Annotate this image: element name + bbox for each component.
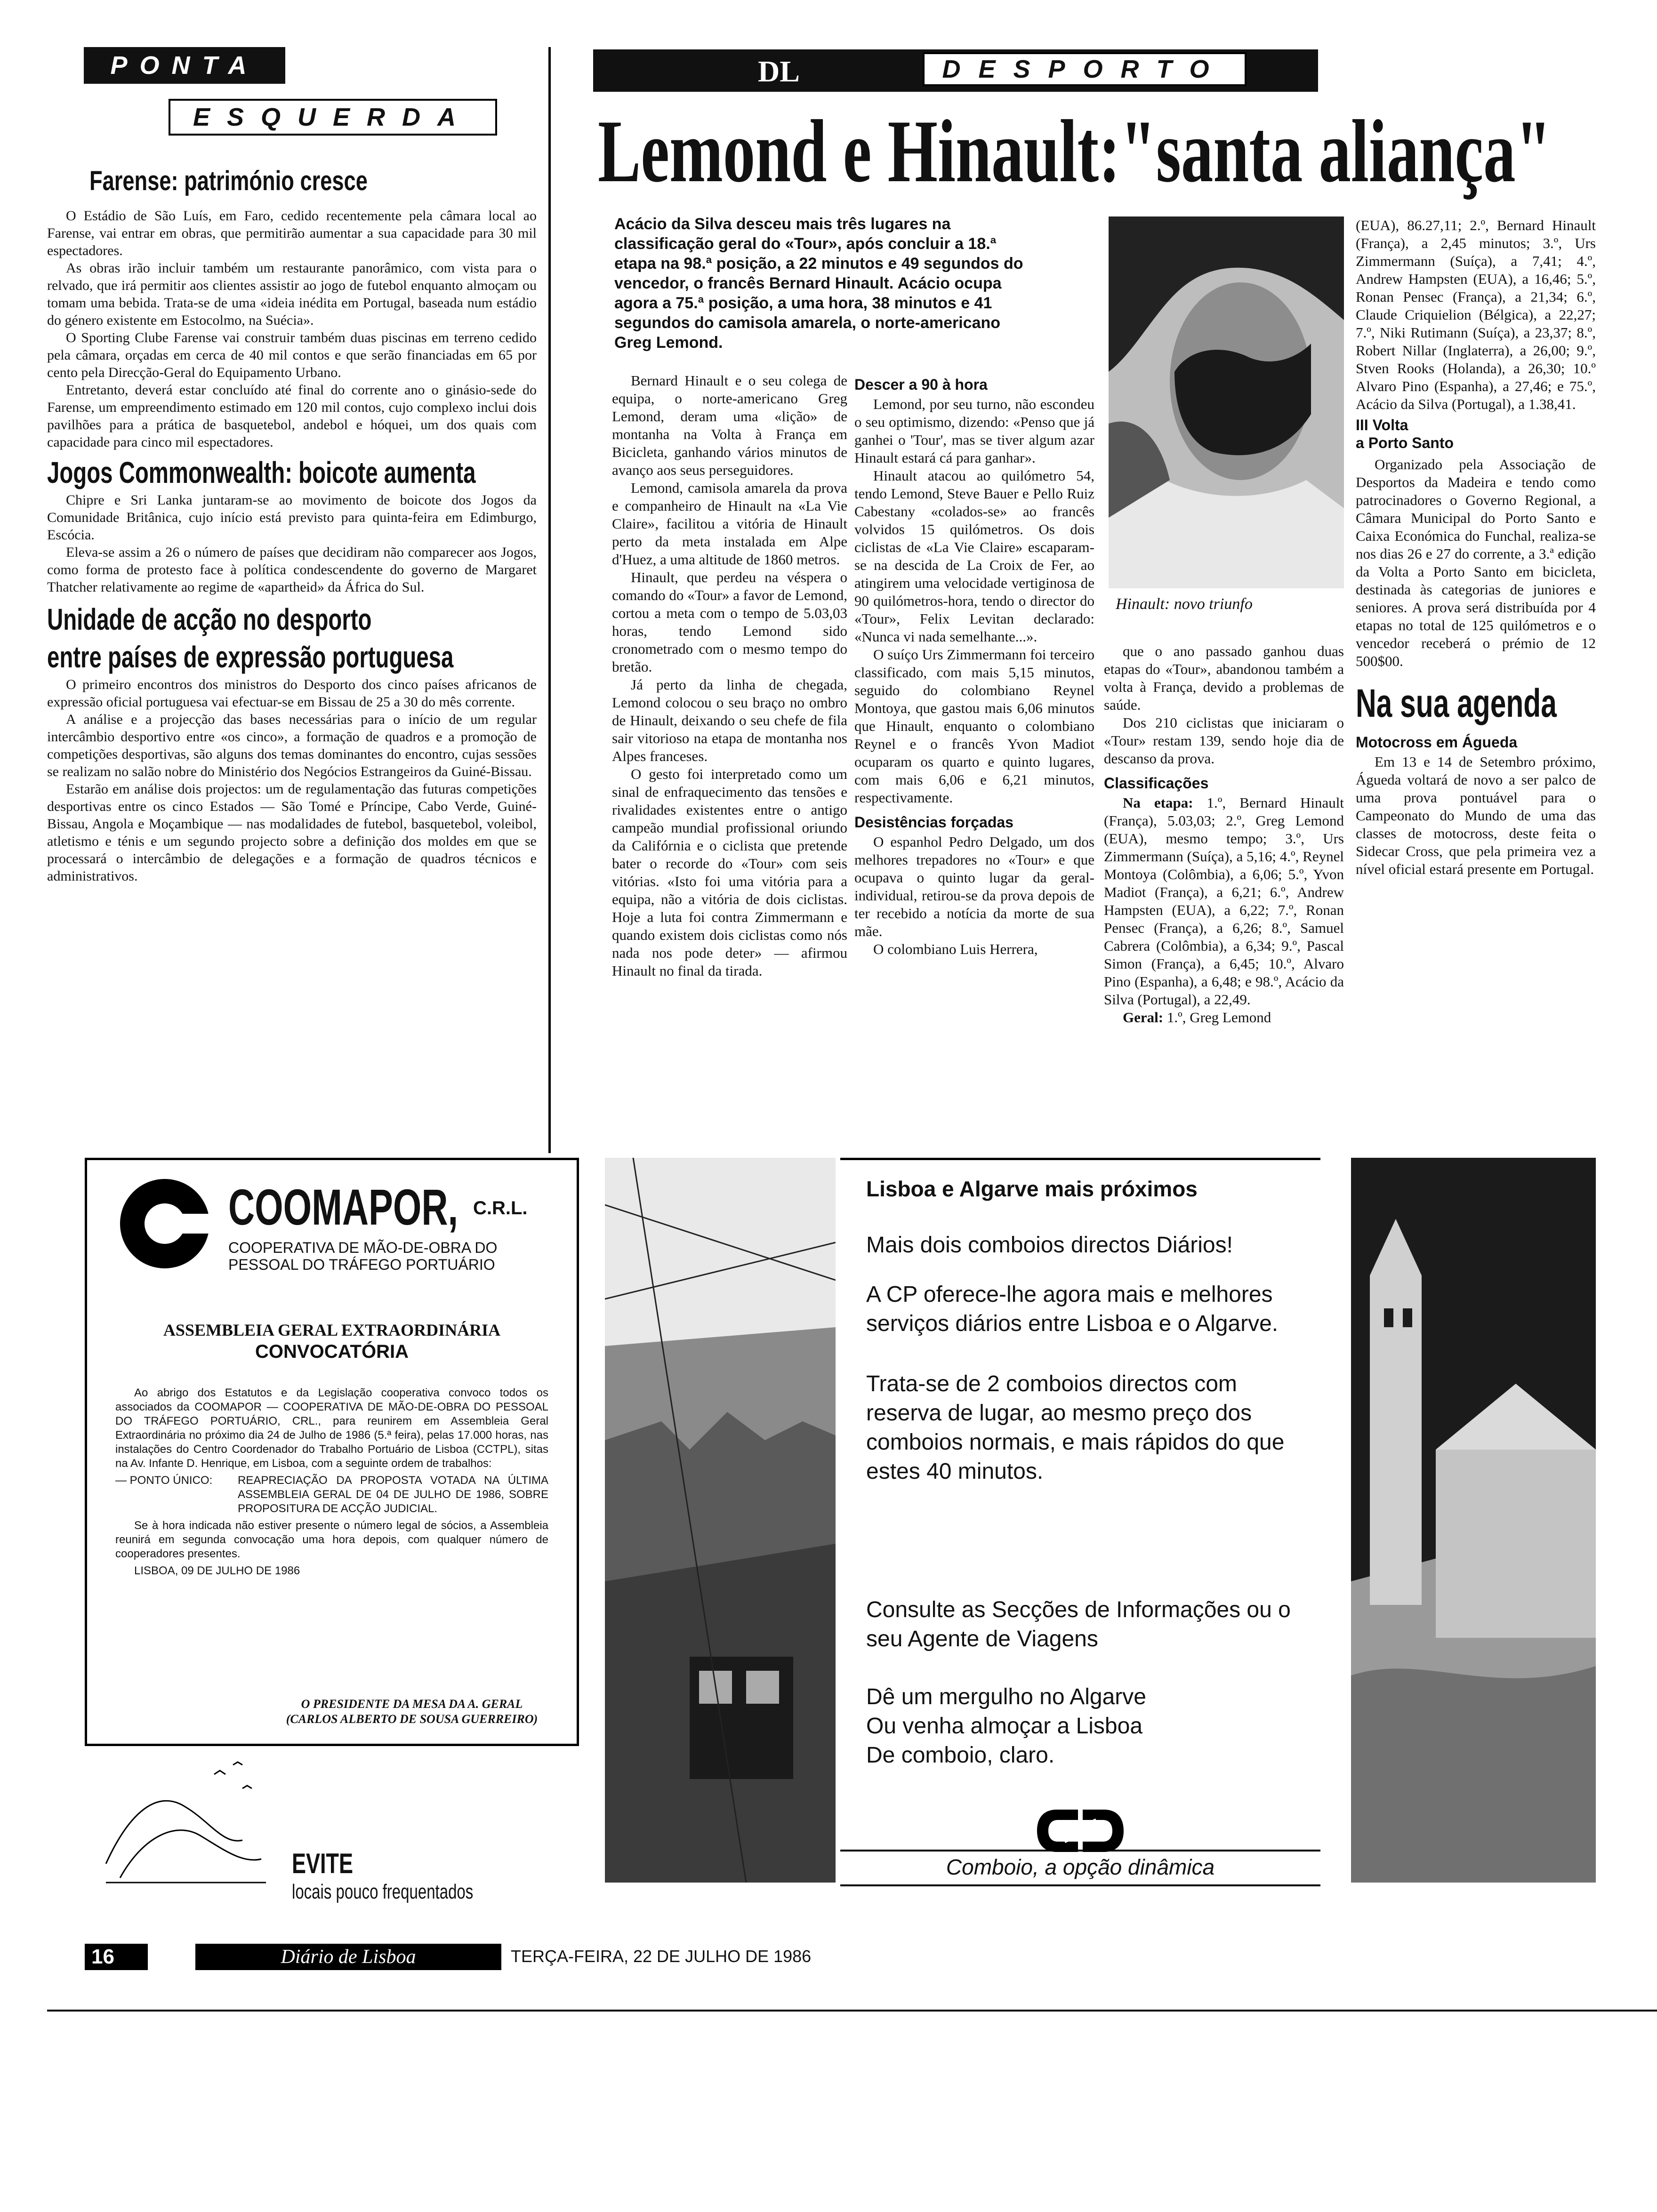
tour-column-1 [612, 372, 847, 980]
paragraph: O suíço Urs Zimmermann foi terceiro classificado, com mais 5,15 minutos, seguido do colombiano Reynel Montoya, que gastou mais 6,06 minutos que Hinault, enquanto o colombiano Reynel e o francês Yvon Madiot ocuparam os quarto e quinto lugares, com mais 6,06 e 6,21 minutos, respectivamente. [854, 646, 1094, 806]
results-text: 1.º, Bernard Hinault (França), 5.03,03; 2.º, Greg Lemond (EUA), mesmo tempo; 3.º, Urs Zimmermann (Suíça), a 5,16; 4.º, Reynel Montoya (Colômbia), a 6,06; 5.º, Yvon Madiot (França), a 6,21; 6.º, Andrew Hampsten (EUA), a 6,22; 7.º, Ronan Pensec (França), a 6,26; 8.º, Samuel Cabrera (Colômbia), a 6,34; 9.º, Pascal Simon (França), a 6,45; 10.º, Alvaro Pino (Espanha), a 6,48; e 98.º, Acácio da Silva (Portugal), a 22,49. [1104, 794, 1344, 1008]
date: LISBOA, 09 DE JULHO DE 1986 [134, 1564, 300, 1577]
article-title: entre países de expressão portuguesa [47, 640, 454, 674]
evite-ad [101, 1746, 572, 1903]
paragraph: A análise e a projecção das bases necessárias para o início de um regular intercâmbio desportivo entre «os cinco», a formação de quadros e a promoção de competições desportivas, são alguns dos temas dominantes do encontro, cujas sessões se realizam no salão nobre do Ministério dos Negócios Estrangeiros da Guiné-Bissau. [47, 712, 537, 779]
paragraph: Organizado pela Associação de Desportos da Madeira e tendo como patrocinadores o Governo Regional, a Câmara Municipal do Porto Santo e Caixa Económica do Funchal, realiza-se nos dias 26 e 27 do corrente, a 3.ª edição da Volta a Porto Santo em bicicleta, destinada às categorias de juniores e seniores. A prova será distribuída por 4 etapas no total de 125 quilómetros e o vencedor receberá o prémio de 12 500$00. [1356, 456, 1596, 669]
subheading: Desistências forçadas [854, 814, 1014, 831]
coomapor-ad [85, 1158, 579, 1746]
tour-column-4 [1356, 216, 1596, 878]
footer-rule [47, 2010, 1657, 2012]
paper-name: Diário de Lisboa [195, 1944, 501, 1970]
coomapor-body [115, 1386, 548, 1581]
closing-line: Ou venha almoçar a Lisboa [866, 1714, 1143, 1739]
overall-results [1104, 1009, 1344, 1026]
paragraph: Dos 210 ciclistas que iniciaram o «Tour» restam 139, sendo hoje dia de descanso da prova. [1104, 714, 1344, 767]
cp-title: Lisboa e Algarve mais próximos [866, 1177, 1198, 1201]
tour-column-3 [1104, 642, 1344, 1026]
landscape-icon [101, 1746, 271, 1887]
cp-closing [866, 1683, 1146, 1770]
algarve-photo [1351, 1158, 1596, 1883]
footer [85, 1944, 812, 1972]
cp-logo-icon [1033, 1805, 1127, 1857]
cp-paragraph: Trata-se de 2 comboios directos com reserva de lugar, ao mesmo preço dos comboios normais, e mais rápidos do que estes 40 minutos. [866, 1371, 1285, 1484]
coomapor-suffix: C.R.L. [473, 1198, 528, 1218]
article-title: Jogos Commonwealth: boicote aumenta [47, 456, 476, 489]
section-prefix: DL [758, 55, 800, 88]
cp-paragraph: A CP oferece-lhe agora mais e melhores serviços diários entre Lisboa e o Algarve. [866, 1282, 1279, 1336]
subheading: a Porto Santo [1356, 434, 1454, 451]
paragraph: O primeiro encontros dos ministros do Desporto dos cinco países africanos de expressão oficial portuguesa vai efectuar-se em Bissau de 25 a 30 do mês corrente. [47, 677, 537, 710]
tour-column-2 [854, 372, 1094, 958]
cp-slogan: Comboio, a opção dinâmica [946, 1855, 1215, 1879]
cp-slogan-bar [840, 1850, 1320, 1886]
paragraph: O espanhol Pedro Delgado, um dos melhores trepadores no «Tour» e que ocupava o quinto lugar da geral-individual, retirou-se da prova depois de ter recebido a notícia da morte de sua mãe. [854, 834, 1094, 939]
stage-results [1104, 794, 1344, 1009]
coomapor-name: COOMAPOR, [228, 1178, 458, 1235]
article-title: Unidade de acção no desporto [47, 602, 372, 636]
paragraph: Já perto da linha de chegada, Lemond colocou o seu braço no ombro de Hinault, deixando o seu chefe de fila sair vitorioso na etapa de montanha nos Alpes franceses. [612, 676, 847, 764]
section-name: DESPORTO [923, 52, 1247, 86]
paragraph: Estarão em análise dois projectos: um de regulamentação das futuras competições desportivas entre os cinco Estados — São Tomé e Príncipe, Cabo Verde, Guiné-Bissau, Angola e Moçambique — nas modalidades de futebol, basquetebol, voleibol, atletismo e ténis e um segundo projecto sobre a definição dos moldes em que se processará o intercâmbio de delegações e a formação de quadros técnicos e administrativos. [47, 781, 537, 884]
signature-title: O PRESIDENTE DA MESA DA A. GERAL [301, 1697, 523, 1711]
hinault-photo [1109, 216, 1344, 588]
paragraph: Hinault atacou ao quilómetro 54, tendo Lemond, Steve Bauer e Pello Ruiz Cabestany «colados-se» ao francês volvidos 15 quilómetros. Os dois ciclistas de «La Vie Claire» escaparam-se na descida de La Croix de Fer, ao atingirem uma velocidade vertiginosa de 90 quilómetros-hora, tendo o director do «Tour», Felix Levitan declarado: «Nunca vi nada semelhante...». [854, 467, 1094, 645]
portrait-image [1109, 216, 1344, 588]
article-body [47, 491, 537, 596]
paragraph: O Estádio de São Luís, em Faro, cedido recentemente pela câmara local ao Farense, vai entrar em obras, que permitirão aumentar a sua capacidade para 30 mil espectadores. [47, 208, 537, 258]
results-text: 1.º, Greg Lemond [1166, 1009, 1271, 1026]
article-title: Farense: património cresce [89, 166, 368, 196]
label: Geral: [1123, 1009, 1164, 1026]
label: Na etapa: [1123, 794, 1193, 811]
signature-name: (CARLOS ALBERTO DE SOUSA GUERREIRO) [286, 1712, 538, 1726]
paragraph: Se à hora indicada não estiver presente o número legal de sócios, a Assembleia reunirá em segunda convocação uma hora depois, com qualquer número de cooperadores presentes. [115, 1519, 548, 1560]
cp-subtitle: Mais dois comboios directos Diários! [866, 1233, 1233, 1258]
evite-text: locais pouco frequentados [292, 1880, 474, 1903]
article-body [47, 207, 537, 451]
page-number: 16 [85, 1944, 148, 1970]
paragraph: As obras irão incluir também um restaurante panorâmico, com vista para o relvado, que irá permitir aos clientes assistir ao jogo de futebol enquanto almoçam ou tomam uma bebida. Trata-se de uma «ideia inédita em Portugal, baseada num estádio do género existente em Estocolmo, na Suécia». [47, 260, 537, 328]
cp-paragraph: Consulte as Secções de Informações ou o seu Agente de Viagens [866, 1597, 1291, 1651]
point-text: REAPRECIAÇÃO DA PROPOSTA VOTADA NA ÚLTIMA ASSEMBLEIA GERAL DE 04 DE JULHO DE 1986, SOBRE PROPOSITURA DE ACÇÃO JUDICIAL. [238, 1474, 548, 1515]
overall-results-continued: (EUA), 86.27,11; 2.º, Bernard Hinault (França), a 2,45 minutos; 3.º, Urs Zimmermann (Suíça), a 7,41; 4.º, Andrew Hampsten (EUA), a 16,46; 5.º, Ronan Pensec (França), a 21,34; 6.º, Claude Criquielion (Bélgica), a 22,27; 7.º, Niki Rutimann (Suíça), a 23,37; 8.º, Robert Nillar (Inglaterra), a 26,00; 9.º, Stven Rooks (Holanda), a 26,30; 10.º Alvaro Pino (Espanha), a 27,46; e 75.º, Acácio da Silva (Portugal), a 1.38,41. [1356, 217, 1596, 412]
tagline-line: PESSOAL DO TRÁFEGO PORTUÁRIO [228, 1256, 495, 1273]
ponta-esquerda-kicker [84, 47, 536, 165]
paragraph: Ao abrigo dos Estatutos e da Legislação cooperativa convoco todos os associados da COOMAPOR — COOPERATIVA DE MÃO-DE-OBRA DO PESSOAL DO TRÁFEGO PORTUÁRIO, CRL., para reunirem em Assembleia Geral Extraordinária no próximo dia 24 de Julho de 1986 (5.ª feira), pelas 17.000 horas, nas instalações do Centro Coordenador do Trabalho Portuário de Lisboa (CCTPL), sitas na Av. Infante D. Henrique, em Lisboa, com a seguinte ordem de trabalhos: [115, 1387, 548, 1470]
lead: Acácio da Silva desceu mais três lugares na classificação geral do «Tour», após concluir a 18.ª etapa na 98.ª posição, a 22 minutos e 49 segundos do vencedor, o francês Bernard Hinault. Acácio ocupa agora a 75.ª posição, a uma hora, 38 minutos e 41 segundos do camisola amarela, o norte-americano Greg Lemond. [614, 215, 1023, 352]
convocatoria-title: CONVOCATÓRIA [255, 1341, 409, 1362]
paragraph: Lemond, camisola amarela da prova e companheiro de Hinault na «La Vie Claire», facilitou a vitória de Hinault perto da meta instalada em Alpe d'Huez, a uma altitude de 1860 metros. [612, 480, 847, 568]
left-column [47, 165, 537, 885]
paragraph: Entretanto, deverá estar concluído até final do corrente ano o ginásio-sede do Farense, um empreendimento estimado em 120 mil contos, cujo complexo inclui dois pavilhões para a prática de basquetebol, andebol e hóquei, um dos quais com capacidade para cinco mil espectadores. [47, 382, 537, 450]
agenda-title: Na sua agenda [1356, 681, 1557, 725]
paragraph: O colombiano Luis Herrera, [873, 941, 1038, 957]
agenda-point [115, 1474, 548, 1516]
paragraph: Eleva-se assim a 26 o número de países que decidiram não comparecer aos Jogos, como forma de protesto face à política condescendente do governo de Margaret Thatcher relativamente ao regime de «apartheid» da África do Sul. [47, 545, 537, 595]
subheading: III Volta [1356, 417, 1408, 433]
cp-ad [840, 1158, 1320, 1885]
column-rule [548, 47, 551, 1153]
tagline-line: COOPERATIVA DE MÃO-DE-OBRA DO [228, 1239, 498, 1256]
paragraph: Chipre e Sri Lanka juntaram-se ao movimento de boicote dos Jogos da Comunidade Britânica, cujo início está previsto para quinta-feira em Edimburgo, Escócia. [47, 492, 537, 543]
algarve-scene-image [1351, 1158, 1596, 1883]
assembly-title: ASSEMBLEIA GERAL EXTRAORDINÁRIA [163, 1321, 501, 1339]
subheading: Motocross em Águeda [1356, 734, 1518, 751]
kicker-bottom: ESQUERDA [169, 99, 497, 136]
paragraph: Bernard Hinault e o seu colega de equipa, o norte-americano Greg Lemond, deram uma «lição» de montanha na Volta à França em Bicicleta, ganhando vários minutos de avanço aos seus perseguidores. [612, 372, 847, 478]
closing-line: Dê um mergulho no Algarve [866, 1684, 1146, 1709]
kicker-top: PONTA [84, 47, 285, 84]
article-body [47, 676, 537, 885]
closing-line: De comboio, claro. [866, 1743, 1055, 1768]
signature [266, 1697, 558, 1727]
section-header [593, 49, 1318, 92]
paragraph: O Sporting Clube Farense vai construir também duas piscinas em terreno cedido pela câmara, orçadas em cerca de 40 mil contos e que serão financiadas em 65 por cento pela Direcção-Geral do Equipamento Urbano. [47, 330, 537, 380]
photo-caption: Hinault: novo triunfo [1116, 595, 1253, 613]
headline: Lemond e Hinault:"santa aliança" [598, 102, 1552, 201]
subheading: Descer a 90 à hora [854, 376, 988, 393]
paragraph: O gesto foi interpretado como um sinal de enfraquecimento das tensões e rivalidades existentes entre o antigo campeão mundial profissional oriundo da Califórnia e o ciclista que pretende bater o recorde do «Tour» com seis vitórias. «Isto foi uma vitória para a equipa, não a vitória de dois ciclistas. Hoje a luta foi contra Zimmermann e quando existem dois ciclistas como nós nada nos pode deter» — afirmou Hinault no final da tirada. [612, 766, 847, 979]
subheading: Classificações [1104, 775, 1209, 792]
paragraph: Em 13 e 14 de Setembro próximo, Águeda voltará de novo a ser palco de uma prova pontuável para o Campeonato do Mundo de uma das classes de motocross, deste feita o Sidecar Cross, que pela primeira vez a nível oficial estará presente em Portugal. [1356, 753, 1596, 877]
issue-date: TERÇA-FEIRA, 22 DE JULHO DE 1986 [511, 1947, 812, 1966]
paragraph: Hinault, que perdeu na véspera o comando do «Tour» a favor de Lemond, cortou a meta com o tempo de 5.03,03 horas, tendo Lemond sido cronometrado com o mesmo tempo do bretão. [612, 569, 847, 675]
paragraph: Lemond, por seu turno, não escondeu o seu optimismo, dizendo: «Penso que já ganhei o 'Tour', mas se tiver algum azar Hinault estará cá para ganhar». [854, 396, 1094, 466]
point-label: — PONTO ÚNICO: [115, 1474, 213, 1487]
paragraph: que o ano passado ganhou duas etapas do «Tour», abandonou também a volta à França, devido a problemas de saúde. [1104, 643, 1344, 713]
coomapor-logo [120, 1179, 209, 1268]
tram-scene-image [605, 1158, 836, 1883]
lisbon-tram-photo [605, 1158, 836, 1883]
evite-title: EVITE [292, 1848, 354, 1879]
coomapor-tagline [228, 1239, 497, 1273]
